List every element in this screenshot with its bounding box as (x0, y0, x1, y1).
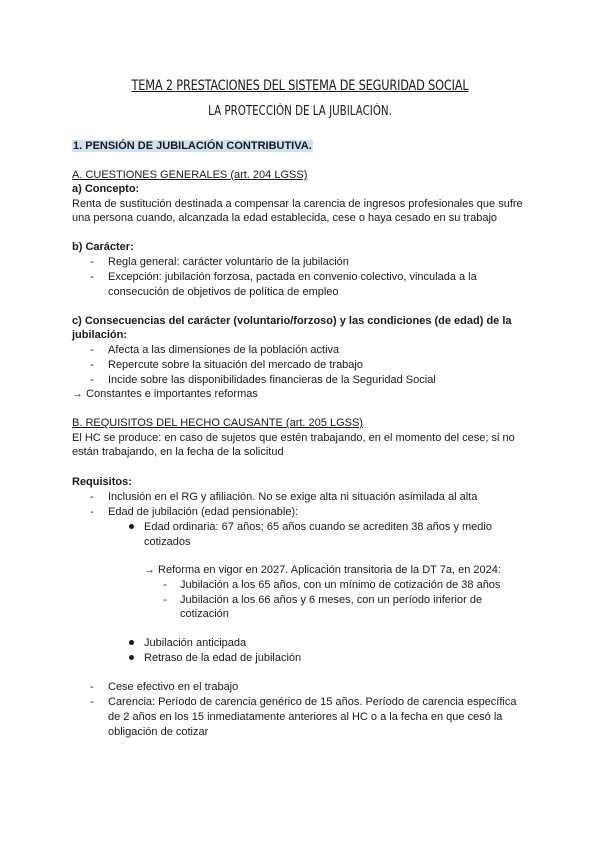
list-item: Carencia: Período de carencia genérico de 15 años. Período de carencia específica (108, 696, 517, 708)
sub-list-item: Jubilación a los 66 años y 6 meses, con un período inferior de (180, 594, 483, 606)
bullet-item-continuation: cotizados (144, 536, 191, 548)
list-item: Regla general: carácter voluntario de la jubilación (108, 256, 349, 268)
section-heading-text: 1. PENSIÓN DE JUBILACIÓN CONTRIBUTIVA. (73, 140, 312, 152)
dash-marker: - (90, 359, 94, 371)
list-item: Inclusión en el RG y afiliación. No se exige alta ni situación asimilada al alta (108, 491, 478, 503)
subsection-b-heading: B. REQUISITOS DEL HECHO CAUSANTE (art. 205 LGSS) (72, 417, 363, 429)
concepto-line: una persona cuando, alcanzada la edad establecida, cese o haya cesado en su trabajo (72, 212, 498, 224)
bullet-icon (129, 640, 134, 645)
dash-marker: - (90, 256, 94, 268)
page-subtitle: LA PROTECCIÓN DE LA JUBILACIÓN. (208, 104, 392, 119)
dash-marker: - (90, 491, 94, 503)
dash-marker: - (90, 696, 94, 708)
consecuencias-label: c) Consecuencias del carácter (voluntario/forzoso) y las condiciones (de edad) de la (72, 315, 512, 327)
subsection-a-heading: A. CUESTIONES GENERALES (art. 204 LGSS) (72, 169, 308, 181)
dash-marker: - (90, 374, 94, 386)
list-item: Cese efectivo en el trabajo (108, 681, 239, 693)
section-heading (72, 139, 313, 153)
sub-list-item-continuation: cotización (180, 608, 229, 620)
dash-marker: - (163, 579, 167, 591)
list-item-continuation: consecución de objetivos de política de empleo (108, 286, 339, 298)
dash-marker: - (90, 344, 94, 356)
sub-list-item: Jubilación a los 65 años, con un mínimo de cotización de 38 años (180, 579, 501, 591)
bullet-item: Edad ordinaria: 67 años; 65 años cuando se acrediten 38 años y medio (144, 521, 492, 533)
list-item: Excepción: jubilación forzosa, pactada en convenio colectivo, vinculada a la (108, 271, 477, 283)
caracter-label: b) Carácter: (72, 241, 134, 253)
hc-line: El HC se produce: en caso de sujetos que estén trabajando, en el momento del cese; si no (72, 432, 515, 444)
requisitos-label: Requisitos: (72, 476, 132, 488)
list-item: Afecta a las dimensiones de la población activa (108, 344, 340, 356)
dash-marker: - (90, 271, 94, 283)
list-item: Incide sobre las disponibilidades financieras de la Seguridad Social (108, 374, 436, 386)
constantes-note: → Constantes e importantes reformas (72, 388, 258, 400)
reforma-note: → Reforma en vigor en 2027. Aplicación transitoria de la DT 7a, en 2024: (144, 564, 501, 576)
bullet-item: Retraso de la edad de jubilación (144, 652, 302, 664)
hc-line: están trabajando, en la fecha de la solicitud (72, 446, 284, 458)
dash-marker: - (90, 681, 94, 693)
concepto-label: a) Concepto: (72, 183, 140, 195)
list-item: Repercute sobre la situación del mercado de trabajo (108, 359, 363, 371)
list-item-continuation: de 2 años en los 15 inmediatamente anteriores al HC o a la fecha en que cesó la (108, 711, 503, 723)
list-item-continuation: obligación de cotizar (108, 726, 209, 738)
consecuencias-label: jubilación: (72, 329, 127, 341)
bullet-icon (129, 524, 134, 529)
dash-marker: - (163, 594, 167, 606)
dash-marker: - (90, 506, 94, 518)
bullet-icon (129, 655, 134, 660)
bullet-item: Jubilación anticipada (144, 637, 247, 649)
concepto-line: Renta de sustitución destinada a compensar la carencia de ingresos profesionales que sufre (72, 198, 523, 210)
list-item: Edad de jubilación (edad pensionable): (108, 506, 299, 518)
page-title: TEMA 2 PRESTACIONES DEL SISTEMA DE SEGURIDAD SOCIAL (131, 78, 469, 94)
